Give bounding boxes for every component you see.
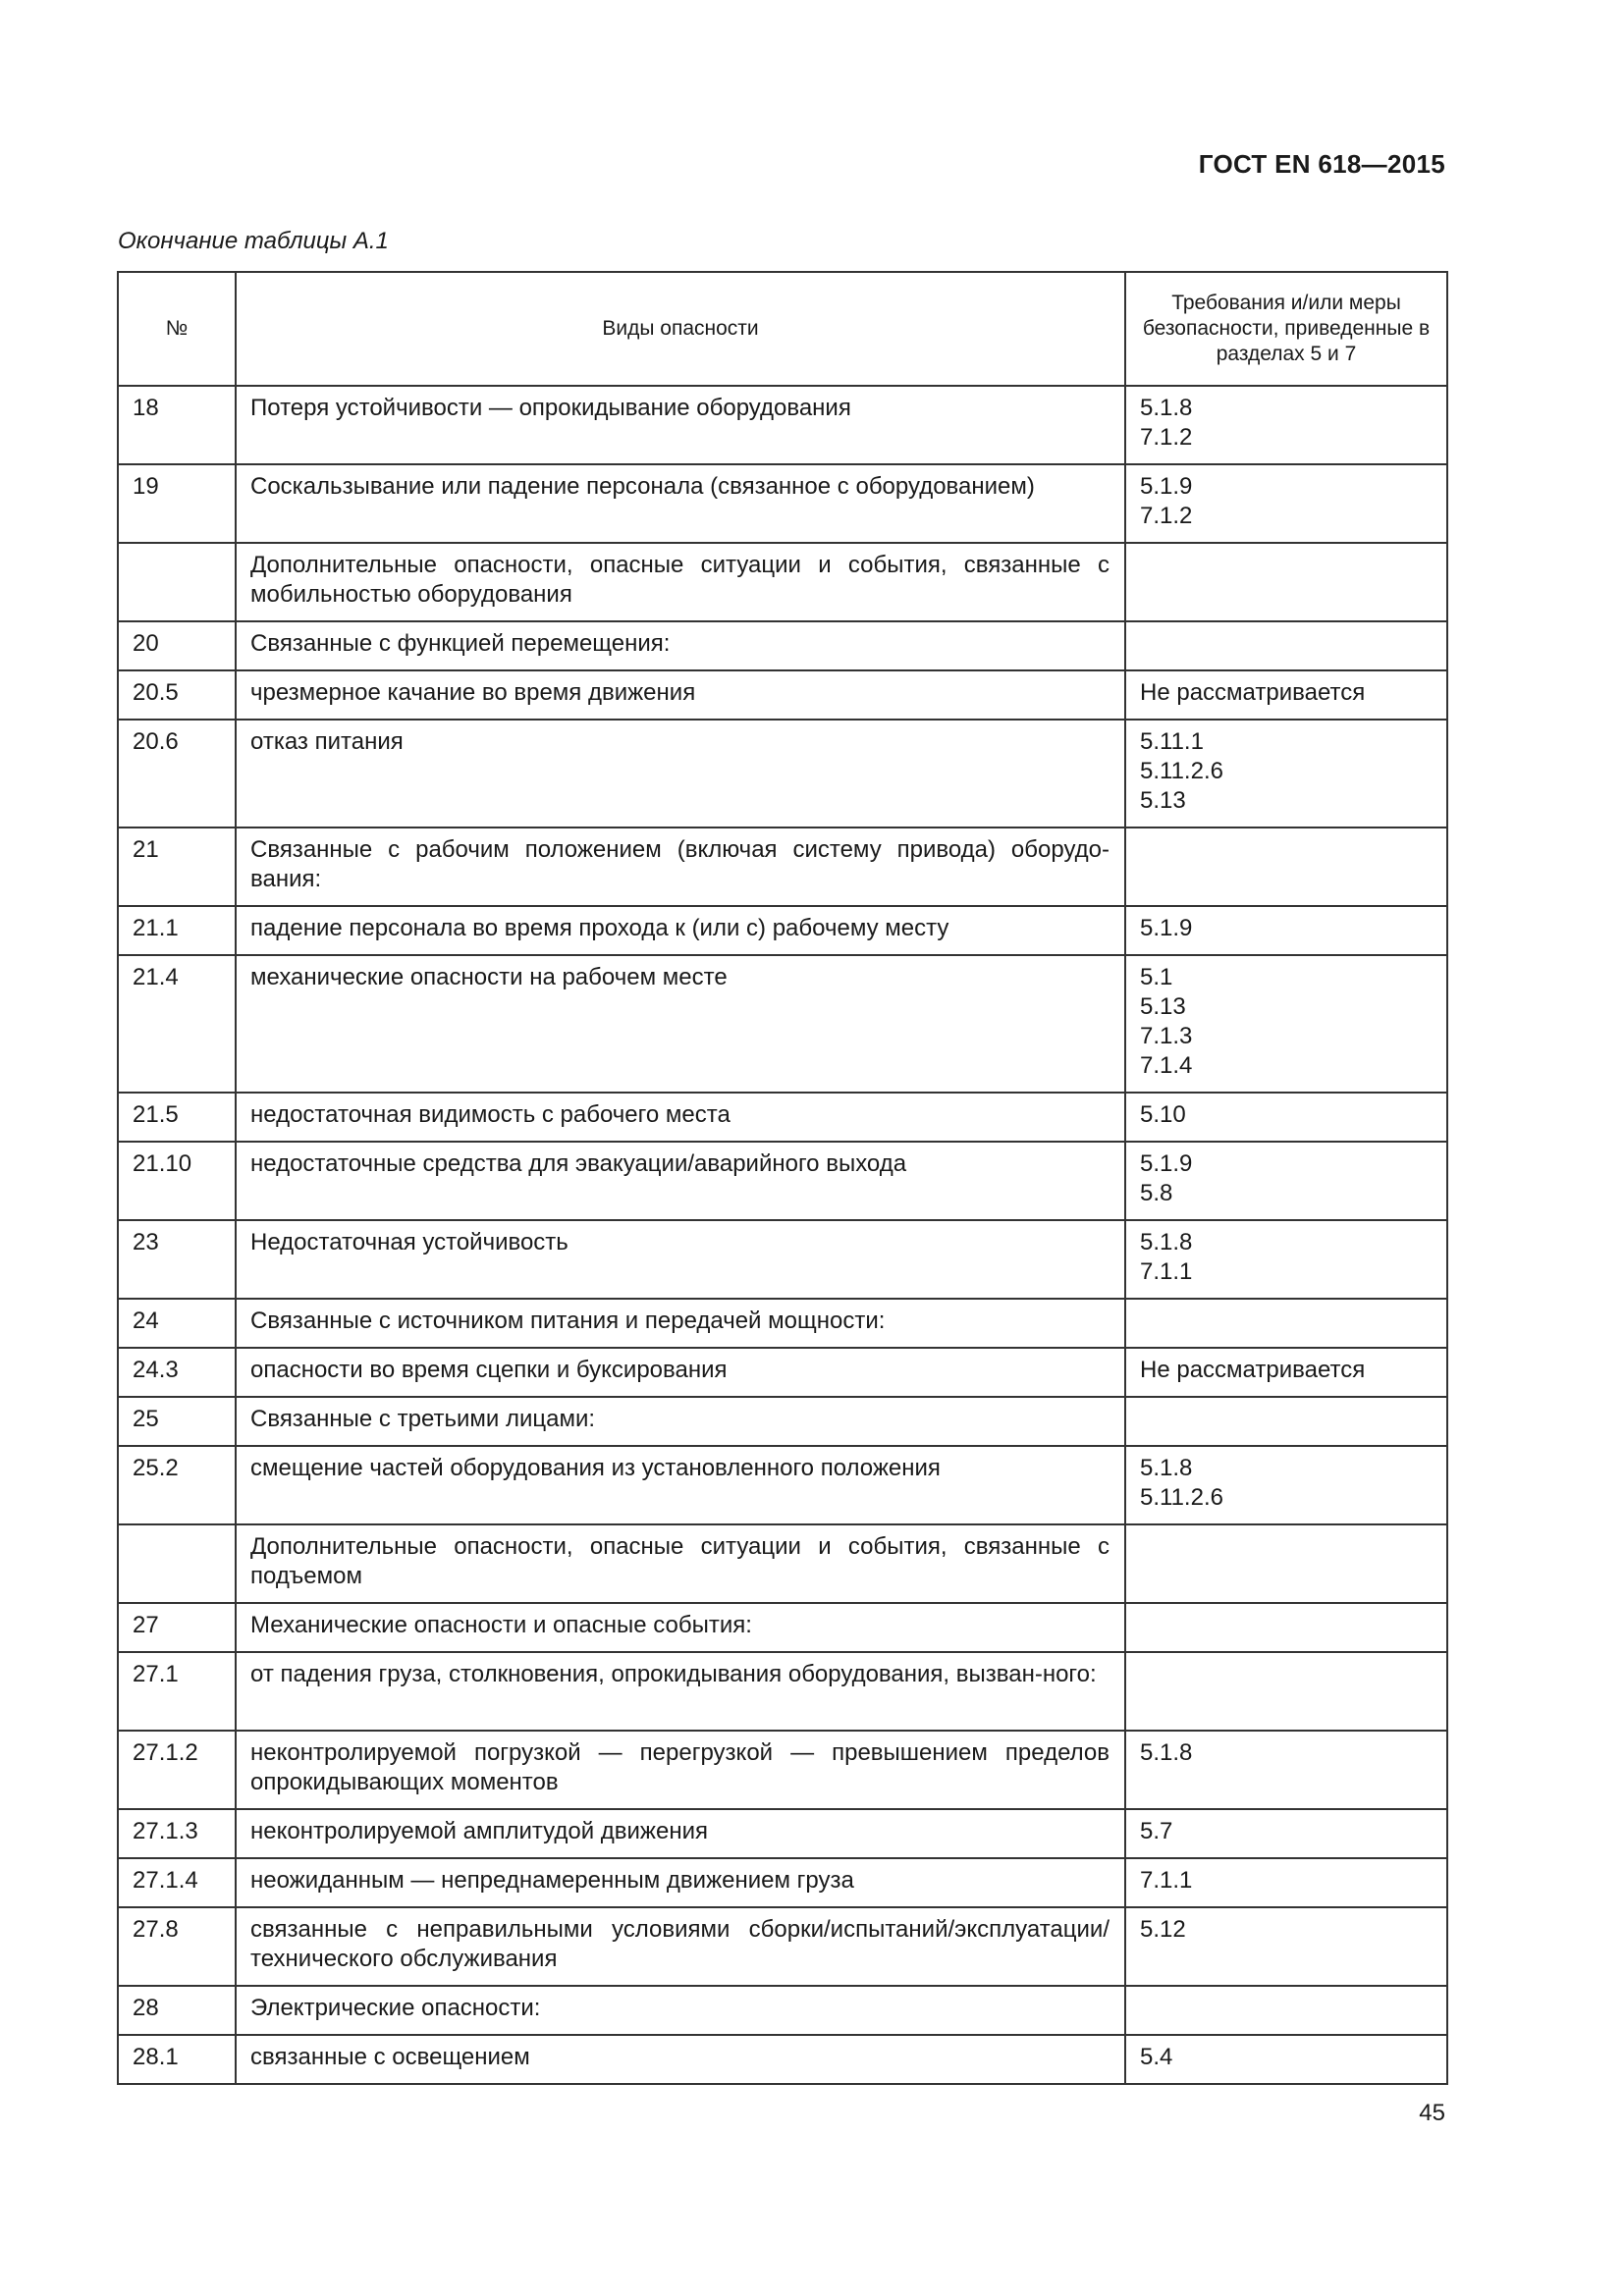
row-number: 25.2 bbox=[118, 1446, 236, 1524]
hazard-description: недостаточные средства для эвакуации/аварийного выхода bbox=[236, 1142, 1125, 1220]
requirement-ref: 7.1.1 bbox=[1140, 1258, 1193, 1285]
row-number: 21.5 bbox=[118, 1093, 236, 1142]
table-row bbox=[118, 1603, 1447, 1652]
table-row bbox=[118, 386, 1447, 464]
table-row bbox=[118, 464, 1447, 543]
requirement-references bbox=[1125, 828, 1447, 906]
page-number: 45 bbox=[1419, 2100, 1445, 2126]
requirement-ref: 5.1.9 bbox=[1140, 473, 1193, 500]
requirement-ref: 5.13 bbox=[1140, 787, 1186, 814]
requirement-ref: 5.8 bbox=[1140, 1180, 1173, 1206]
hazard-description: неожиданным — непреднамеренным движением груза bbox=[236, 1858, 1125, 1907]
row-number: 18 bbox=[118, 386, 236, 464]
table-row bbox=[118, 1142, 1447, 1220]
row-number: 23 bbox=[118, 1220, 236, 1299]
row-number: 20 bbox=[118, 621, 236, 670]
requirement-references bbox=[1125, 2035, 1447, 2084]
requirement-references bbox=[1125, 1603, 1447, 1652]
requirement-ref: 5.1.8 bbox=[1140, 395, 1193, 421]
requirement-references bbox=[1125, 1142, 1447, 1220]
requirement-references bbox=[1125, 621, 1447, 670]
requirement-ref: 5.1.8 bbox=[1140, 1455, 1193, 1481]
requirement-references bbox=[1125, 1809, 1447, 1858]
table-row bbox=[118, 906, 1447, 955]
hazards-table bbox=[117, 271, 1448, 2085]
hazard-description: Дополнительные опасности, опасные ситуации и события, связанные с мобильностью оборудования bbox=[236, 543, 1125, 621]
requirement-references bbox=[1125, 1858, 1447, 1907]
hazard-description: опасности во время сцепки и буксирования bbox=[236, 1348, 1125, 1397]
table-row bbox=[118, 828, 1447, 906]
table-row bbox=[118, 1986, 1447, 2035]
requirement-references bbox=[1125, 670, 1447, 720]
hazard-description: Дополнительные опасности, опасные ситуации и события, связанные с подъемом bbox=[236, 1524, 1125, 1603]
hazard-description: Недостаточная устойчивость bbox=[236, 1220, 1125, 1299]
requirement-references bbox=[1125, 1524, 1447, 1603]
column-header-hazard-types: Виды опасности bbox=[236, 272, 1125, 386]
requirement-ref: 5.12 bbox=[1140, 1916, 1186, 1943]
table-row bbox=[118, 1446, 1447, 1524]
table-row bbox=[118, 1731, 1447, 1809]
requirement-ref: 7.1.2 bbox=[1140, 424, 1193, 451]
requirement-ref: 7.1.4 bbox=[1140, 1052, 1193, 1079]
hazard-description: чрезмерное качание во время движения bbox=[236, 670, 1125, 720]
hazard-description: Механические опасности и опасные события: bbox=[236, 1603, 1125, 1652]
row-number: 20.5 bbox=[118, 670, 236, 720]
requirement-references bbox=[1125, 1907, 1447, 1986]
requirement-references bbox=[1125, 1299, 1447, 1348]
requirement-ref: 5.11.2.6 bbox=[1140, 1484, 1223, 1511]
hazard-description: механические опасности на рабочем месте bbox=[236, 955, 1125, 1093]
requirement-ref: 5.13 bbox=[1140, 993, 1186, 1020]
table-row bbox=[118, 1524, 1447, 1603]
column-header-number: № bbox=[118, 272, 236, 386]
hazard-description: от падения груза, столкновения, опрокидывания оборудования, вызван-ного: bbox=[236, 1652, 1125, 1731]
requirement-references bbox=[1125, 1731, 1447, 1809]
table-row bbox=[118, 1907, 1447, 1986]
requirement-ref: 5.11.2.6 bbox=[1140, 758, 1223, 784]
requirement-references bbox=[1125, 543, 1447, 621]
row-number: 25 bbox=[118, 1397, 236, 1446]
row-number: 24 bbox=[118, 1299, 236, 1348]
hazard-description: Связанные с источником питания и передачей мощности: bbox=[236, 1299, 1125, 1348]
table-row bbox=[118, 1397, 1447, 1446]
requirement-ref: 5.1.8 bbox=[1140, 1739, 1193, 1766]
requirement-ref: 5.1.9 bbox=[1140, 915, 1193, 941]
table-row bbox=[118, 955, 1447, 1093]
requirement-ref: 5.1 bbox=[1140, 964, 1173, 990]
requirement-ref: 5.7 bbox=[1140, 1818, 1173, 1844]
hazard-description: Связанные с рабочим положением (включая систему привода) оборудо-вания: bbox=[236, 828, 1125, 906]
row-number: 28.1 bbox=[118, 2035, 236, 2084]
hazard-description: Связанные с функцией перемещения: bbox=[236, 621, 1125, 670]
row-number: 27.1.4 bbox=[118, 1858, 236, 1907]
requirement-references bbox=[1125, 1652, 1447, 1731]
table-row bbox=[118, 621, 1447, 670]
row-number: 27 bbox=[118, 1603, 236, 1652]
requirement-ref: 5.11.1 bbox=[1140, 728, 1204, 755]
table-row bbox=[118, 1809, 1447, 1858]
table-row bbox=[118, 720, 1447, 828]
requirement-ref: Не рассматривается bbox=[1140, 1357, 1366, 1383]
table-row bbox=[118, 2035, 1447, 2084]
table-row bbox=[118, 543, 1447, 621]
table-row bbox=[118, 1348, 1447, 1397]
requirement-references bbox=[1125, 1093, 1447, 1142]
requirement-references bbox=[1125, 1986, 1447, 2035]
table-row bbox=[118, 1299, 1447, 1348]
requirement-references bbox=[1125, 464, 1447, 543]
hazard-description: отказ питания bbox=[236, 720, 1125, 828]
row-number: 19 bbox=[118, 464, 236, 543]
requirement-ref: 7.1.2 bbox=[1140, 503, 1193, 529]
row-number: 21.4 bbox=[118, 955, 236, 1093]
hazard-description: связанные с неправильными условиями сборки/испытаний/эксплуатации/ технического обслуживания bbox=[236, 1907, 1125, 1986]
requirement-references bbox=[1125, 955, 1447, 1093]
row-number: 21 bbox=[118, 828, 236, 906]
row-number: 27.1.2 bbox=[118, 1731, 236, 1809]
row-number: 20.6 bbox=[118, 720, 236, 828]
requirement-references bbox=[1125, 386, 1447, 464]
hazard-description: связанные с освещением bbox=[236, 2035, 1125, 2084]
row-number: 28 bbox=[118, 1986, 236, 2035]
row-number: 21.10 bbox=[118, 1142, 236, 1220]
hazard-description: Электрические опасности: bbox=[236, 1986, 1125, 2035]
table-row bbox=[118, 1220, 1447, 1299]
requirement-references bbox=[1125, 1397, 1447, 1446]
table-row bbox=[118, 670, 1447, 720]
requirement-references bbox=[1125, 906, 1447, 955]
table-row bbox=[118, 1093, 1447, 1142]
requirement-references bbox=[1125, 1446, 1447, 1524]
requirement-ref: 5.1.8 bbox=[1140, 1229, 1193, 1255]
table-body bbox=[118, 386, 1447, 2084]
document-code: ГОСТ EN 618—2015 bbox=[1198, 149, 1445, 179]
hazard-description: падение персонала во время прохода к (или с) рабочему месту bbox=[236, 906, 1125, 955]
requirement-ref: 5.10 bbox=[1140, 1101, 1186, 1128]
requirement-ref: 5.4 bbox=[1140, 2044, 1173, 2070]
hazard-description: неконтролируемой амплитудой движения bbox=[236, 1809, 1125, 1858]
hazard-description: Связанные с третьими лицами: bbox=[236, 1397, 1125, 1446]
requirement-ref: 7.1.1 bbox=[1140, 1867, 1193, 1894]
row-number bbox=[118, 1524, 236, 1603]
hazard-description: смещение частей оборудования из установленного положения bbox=[236, 1446, 1125, 1524]
requirement-references bbox=[1125, 1220, 1447, 1299]
hazard-description: Потеря устойчивости — опрокидывание оборудования bbox=[236, 386, 1125, 464]
hazard-description: неконтролируемой погрузкой — перегрузкой — превышением пределов опрокидывающих моментов bbox=[236, 1731, 1125, 1809]
table-row bbox=[118, 1858, 1447, 1907]
hazard-description: недостаточная видимость с рабочего места bbox=[236, 1093, 1125, 1142]
hazard-description: Соскальзывание или падение персонала (связанное с оборудованием) bbox=[236, 464, 1125, 543]
row-number: 27.1 bbox=[118, 1652, 236, 1731]
requirement-references bbox=[1125, 720, 1447, 828]
requirement-ref: 7.1.3 bbox=[1140, 1023, 1193, 1049]
requirement-ref: Не рассматривается bbox=[1140, 679, 1366, 706]
row-number: 24.3 bbox=[118, 1348, 236, 1397]
row-number bbox=[118, 543, 236, 621]
requirement-ref: 5.1.9 bbox=[1140, 1150, 1193, 1177]
row-number: 27.1.3 bbox=[118, 1809, 236, 1858]
table-row bbox=[118, 1652, 1447, 1731]
column-header-requirements: Требования и/или меры безопасности, приведенные в разделах 5 и 7 bbox=[1125, 272, 1447, 386]
requirement-references bbox=[1125, 1348, 1447, 1397]
table-caption: Окончание таблицы А.1 bbox=[118, 228, 389, 254]
row-number: 21.1 bbox=[118, 906, 236, 955]
row-number: 27.8 bbox=[118, 1907, 236, 1986]
table-header bbox=[118, 272, 1447, 386]
